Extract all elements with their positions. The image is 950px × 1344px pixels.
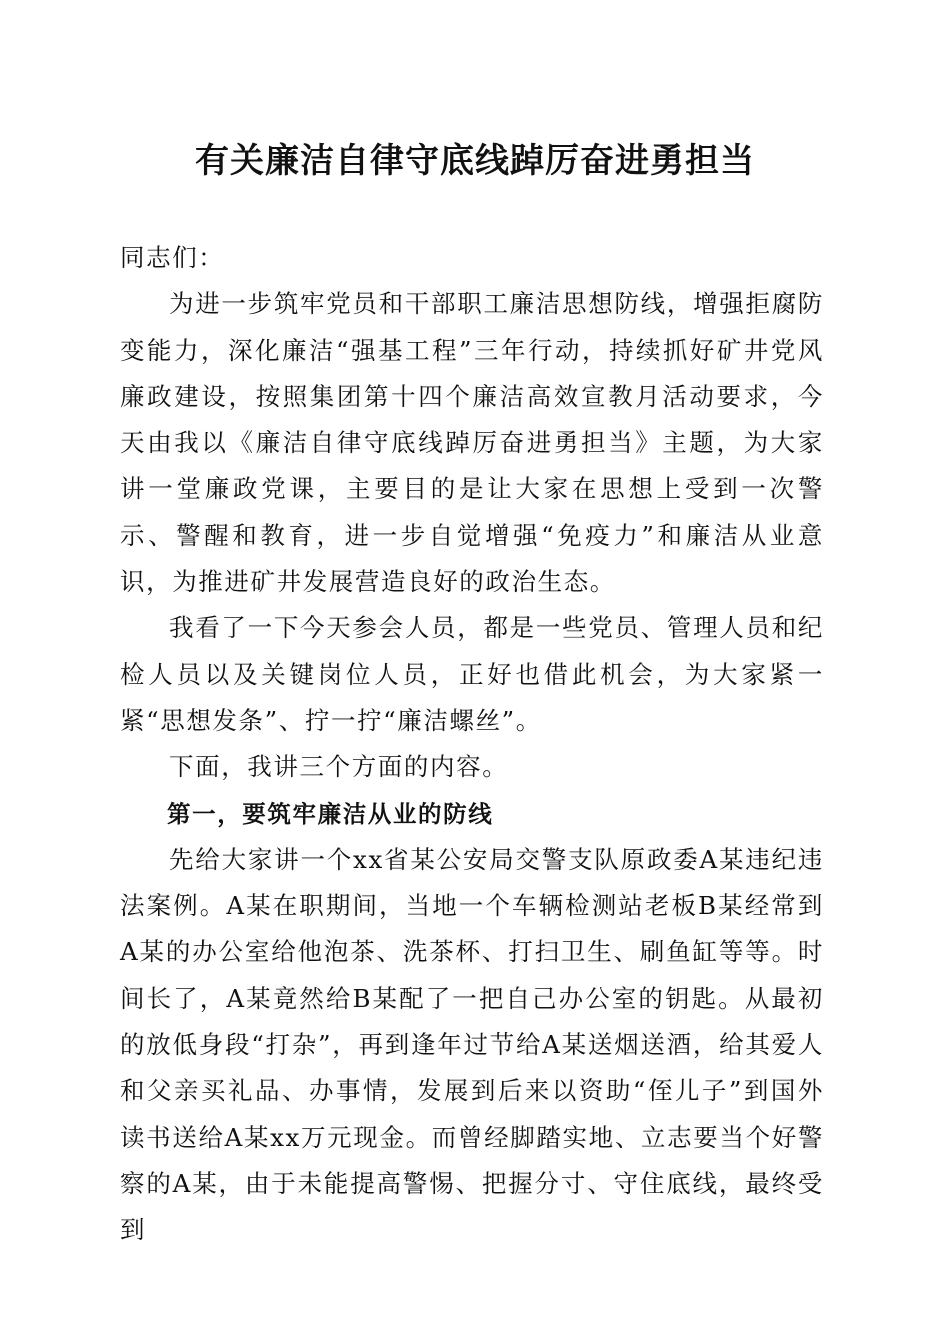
document-title: 有关廉洁自律守底线踔厉奋进勇担当 bbox=[195, 141, 755, 181]
salutation: 同志们： bbox=[120, 243, 225, 272]
paragraph-intro: 为进一步筑牢党员和干部职工廉洁思想防线，增强拒腐防变能力，深化廉洁“强基工程”三年行动，持续抓好矿井党风廉政建设，按照集团第十四个廉洁高效宣教月活动要求，今天由我以《廉洁自律守底线踔厉奋进勇担当》主题，为大家讲一堂廉政党课，主要目的是让大家在思想上受到一次警示、警醒和教育，进一步自觉增强“免疫力”和廉洁从业意识，为推进矿井发展营造良好的政治生态。 bbox=[120, 289, 824, 597]
section-heading-first: 第一，要筑牢廉洁从业的防线 bbox=[167, 799, 494, 828]
paragraph-outline: 下面，我讲三个方面的内容。 bbox=[169, 752, 509, 782]
paragraph-case-study: 先给大家讲一个xx省某公安局交警支队原政委A某违纪违法案例。A某在职期间，当地一个车辆检测站老板B某经常到A某的办公室给他泡茶、洗茶杯、打扫卫生、刷鱼缸等等。时间长了，A某竟然给B某配了一把自己办公室的钥匙。从最初的放低身段“打杂”，再到逢年过节给A某送烟送酒，给其爱人和父亲买礼品、办事情，发展到后来以资助“侄儿子”到国外读书送给A某xx万元现金。而曾经脚踏实地、立志要当个好警察的A某，由于未能提高警惕、把握分寸、守住底线，最终受到 bbox=[120, 844, 824, 1245]
document-body bbox=[120, 235, 824, 1254]
paragraph-attendees: 我看了一下今天参会人员，都是一些党员、管理人员和纪检人员以及关键岗位人员，正好也借此机会，为大家紧一紧“思想发条”、拧一拧“廉洁螺丝”。 bbox=[120, 613, 824, 735]
